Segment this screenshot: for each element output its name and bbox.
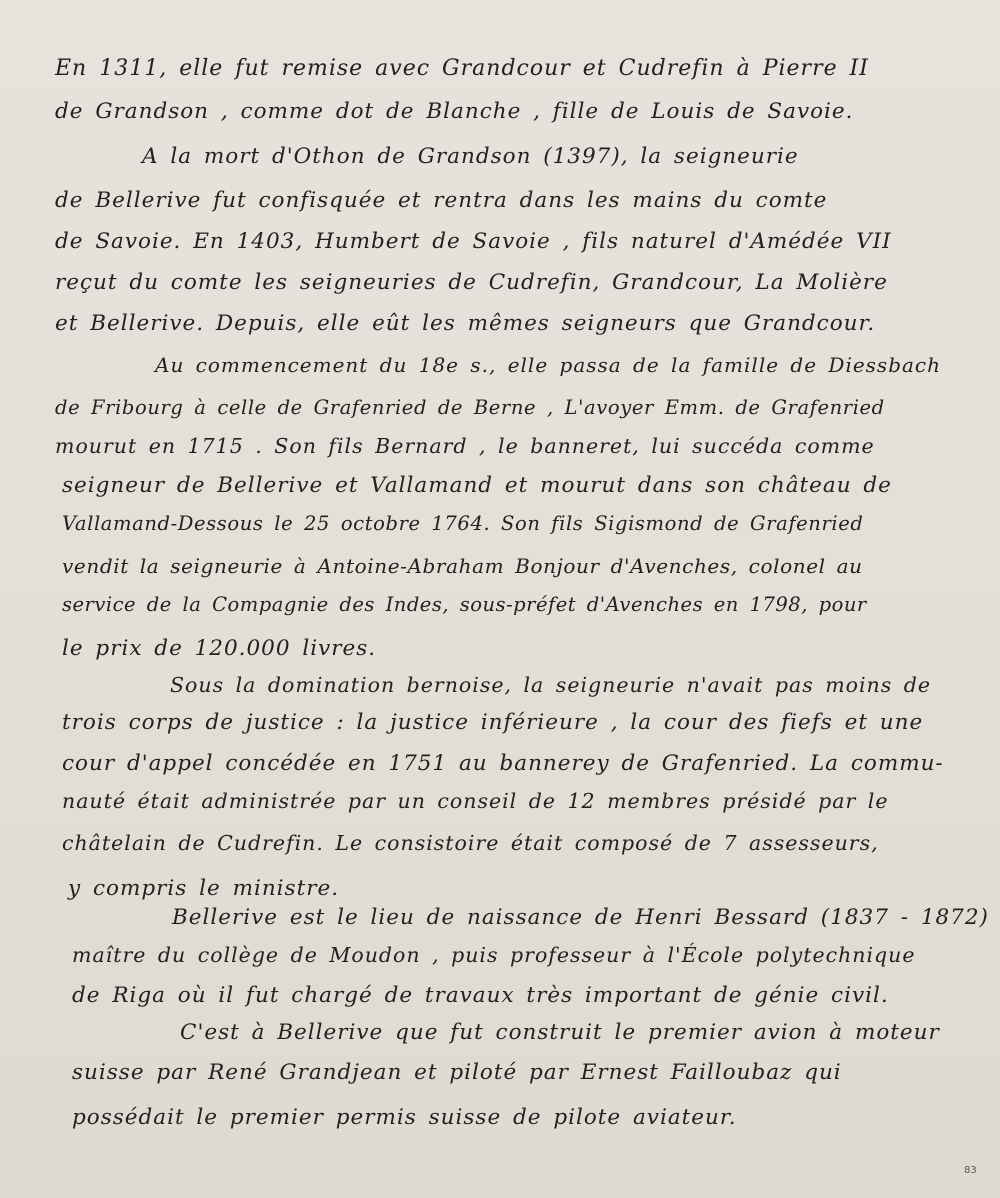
text-line: Bellerive est le lieu de naissance de Henri Bessard (1837 - 1872) [172,905,989,930]
text-line: maître du collège de Moudon , puis professeur à l'École polytechnique [72,943,916,967]
text-line: service de la Compagnie des Indes, sous-préfet d'Avenches en 1798, pour [62,593,867,616]
page-number: 83 [964,1165,977,1176]
text-line: de Bellerive fut confisquée et rentra dans les mains du comte [55,188,828,213]
text-line: nauté était administrée par un conseil de 12 membres présidé par le [62,789,889,813]
text-line: de Fribourg à celle de Grafenried de Berne , L'avoyer Emm. de Grafenried [55,396,885,419]
text-line: seigneur de Bellerive et Vallamand et mourut dans son château de [62,473,892,498]
text-line: Sous la domination bernoise, la seigneurie n'avait pas moins de [170,673,932,697]
text-line: de Grandson , comme dot de Blanche , fille de Louis de Savoie. [55,99,854,124]
text-line: Au commencement du 18e s., elle passa de la famille de Diessbach [155,353,942,377]
text-line: suisse par René Grandjean et piloté par Ernest Failloubaz qui [72,1060,842,1085]
text-line: C'est à Bellerive que fut construit le premier avion à moteur [180,1020,940,1045]
text-line: châtelain de Cudrefin. Le consistoire était composé de 7 assesseurs, [62,831,879,855]
text-line: cour d'appel concédée en 1751 au bannerey de Grafenried. La commu- [62,751,944,776]
text-line: vendit la seigneurie à Antoine-Abraham Bonjour d'Avenches, colonel au [62,554,863,578]
text-line: possédait le premier permis suisse de pilote aviateur. [72,1105,737,1130]
text-line: En 1311, elle fut remise avec Grandcour et Cudrefin à Pierre II [55,56,869,81]
text-line: et Bellerive. Depuis, elle eût les mêmes seigneurs que Grandcour. [55,311,876,336]
text-line: A la mort d'Othon de Grandson (1397), la seigneurie [142,144,799,169]
text-line: trois corps de justice : la justice inférieure , la cour des fiefs et une [62,710,924,735]
text-line: le prix de 120.000 livres. [62,636,377,661]
text-line: y compris le ministre. [68,876,340,901]
text-line: de Riga où il fut chargé de travaux très important de génie civil. [72,983,889,1008]
text-line: mourut en 1715 . Son fils Bernard , le banneret, lui succéda comme [55,434,875,458]
text-line: de Savoie. En 1403, Humbert de Savoie , fils naturel d'Amédée VII [55,229,892,254]
text-line: reçut du comte les seigneuries de Cudrefin, Grandcour, La Molière [55,270,888,295]
text-line: Vallamand-Dessous le 25 octobre 1764. Son fils Sigismond de Grafenried [62,512,864,535]
